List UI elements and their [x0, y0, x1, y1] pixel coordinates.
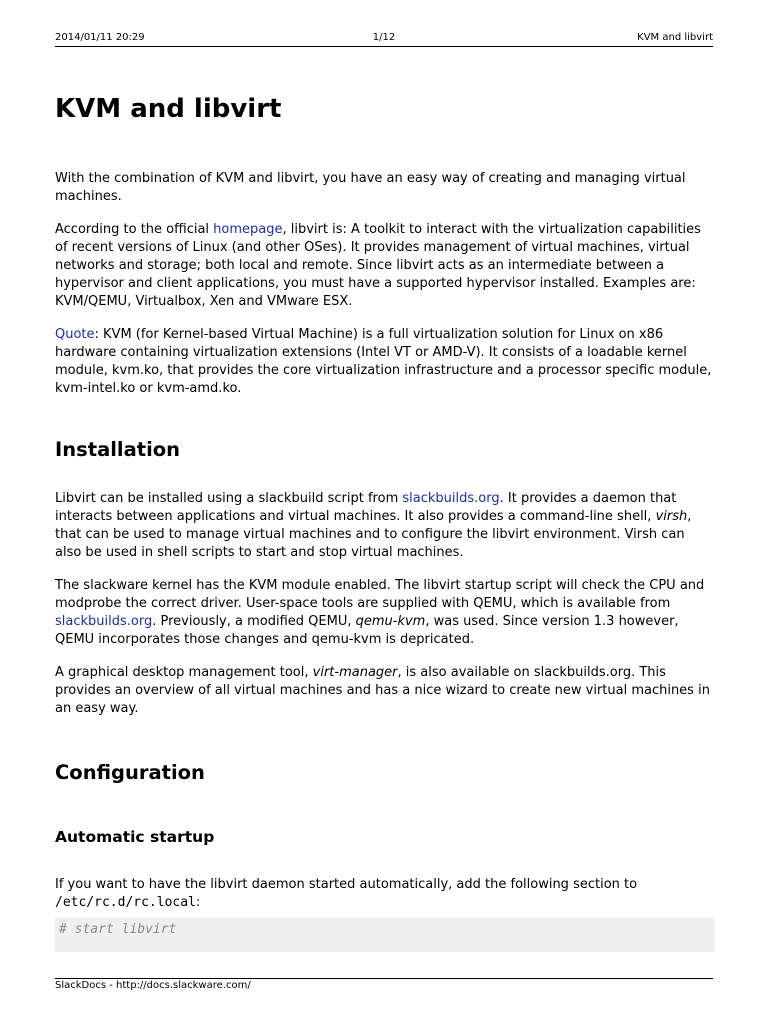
text: According to the official	[55, 222, 214, 237]
installation-paragraph-1	[55, 490, 715, 562]
text: , libvirt is: A toolkit to interact with the virtualization capabilities of recent versions of Linux (and other OSes). It provides management of virtual machines, virtual networks and storage; both local and remote. Since libvirt acts as an intermediate between a hypervisor and client applications, you must have a supported hypervisor installed. Examples are: KVM/QEMU, Virtualbox, Xen and VMware ESX.	[55, 222, 701, 309]
installation-paragraph-3	[55, 664, 715, 718]
text: . Previously, a modified QEMU,	[152, 614, 356, 629]
header-page-number: 1/12	[372, 32, 396, 43]
intro-paragraph: With the combination of KVM and libvirt, you have an easy way of creating and managing virtual machines.	[55, 171, 686, 204]
text: : KVM (for Kernel-based Virtual Machine) is a full virtualization solution for Linux on x86 hardware containing virtualization extensions (Intel VT or AMD-V). It consists of a loadable kernel module, kvm.ko, that provides the core virtualization infrastructure and a processor specific module, kvm-intel.ko or kvm-amd.ko.	[55, 327, 712, 396]
page-footer: SlackDocs - http://docs.slackware.com/	[55, 978, 713, 992]
text: The slackware kernel has the KVM module enabled. The libvirt startup script will check the CPU and modprobe the correct driver. User-space tools are supplied with QEMU, which is available from	[55, 578, 705, 611]
code-comment: # start libvirt	[59, 922, 177, 937]
text: . It provides a daemon that interacts between applications and virtual machines. It also provides a command-line shell,	[55, 491, 677, 524]
emphasis: qemu-kvm	[355, 614, 426, 629]
slackbuilds-link-2[interactable]: slackbuilds.org	[55, 614, 153, 629]
configuration-paragraph	[55, 876, 715, 912]
definition-paragraph	[55, 221, 715, 311]
page-header	[55, 32, 713, 47]
installation-paragraph-2	[55, 577, 715, 649]
emphasis: virsh	[655, 509, 688, 524]
homepage-link[interactable]: homepage	[213, 222, 283, 237]
text: , is also available on slackbuilds.org. This provides an overview of all virtual machines and has a nice wizard to create new virtual machines in an easy way.	[55, 665, 710, 716]
text: If you want to have the libvirt daemon started automatically, add the following section to	[55, 877, 638, 892]
file-path: /etc/rc.d/rc.local	[55, 895, 196, 910]
automatic-startup-heading: Automatic startup	[55, 828, 215, 846]
text: , that can be used to manage virtual machines and to configure the libvirt environment. Virsh can also be used in shell scripts to start and stop virtual machines.	[55, 509, 692, 560]
configuration-heading: Configuration	[55, 761, 205, 784]
page-title: KVM and libvirt	[55, 94, 282, 124]
quote-paragraph	[55, 326, 715, 398]
header-doc-title: KVM and libvirt	[637, 32, 713, 43]
installation-heading: Installation	[55, 438, 181, 461]
text: :	[195, 895, 201, 910]
emphasis: virt-manager	[312, 665, 398, 680]
quote-link[interactable]: Quote	[55, 327, 95, 342]
text: Libvirt can be installed using a slackbuild script from	[55, 491, 403, 506]
text: , was used. Since version 1.3 however, QEMU incorporates those changes and qemu-kvm is depricated.	[55, 614, 679, 647]
code-block	[55, 918, 715, 952]
header-datetime: 2014/01/11 20:29	[55, 32, 145, 43]
text: A graphical desktop management tool,	[55, 665, 313, 680]
document-body	[55, 92, 715, 952]
slackbuilds-link[interactable]: slackbuilds.org	[402, 491, 500, 506]
